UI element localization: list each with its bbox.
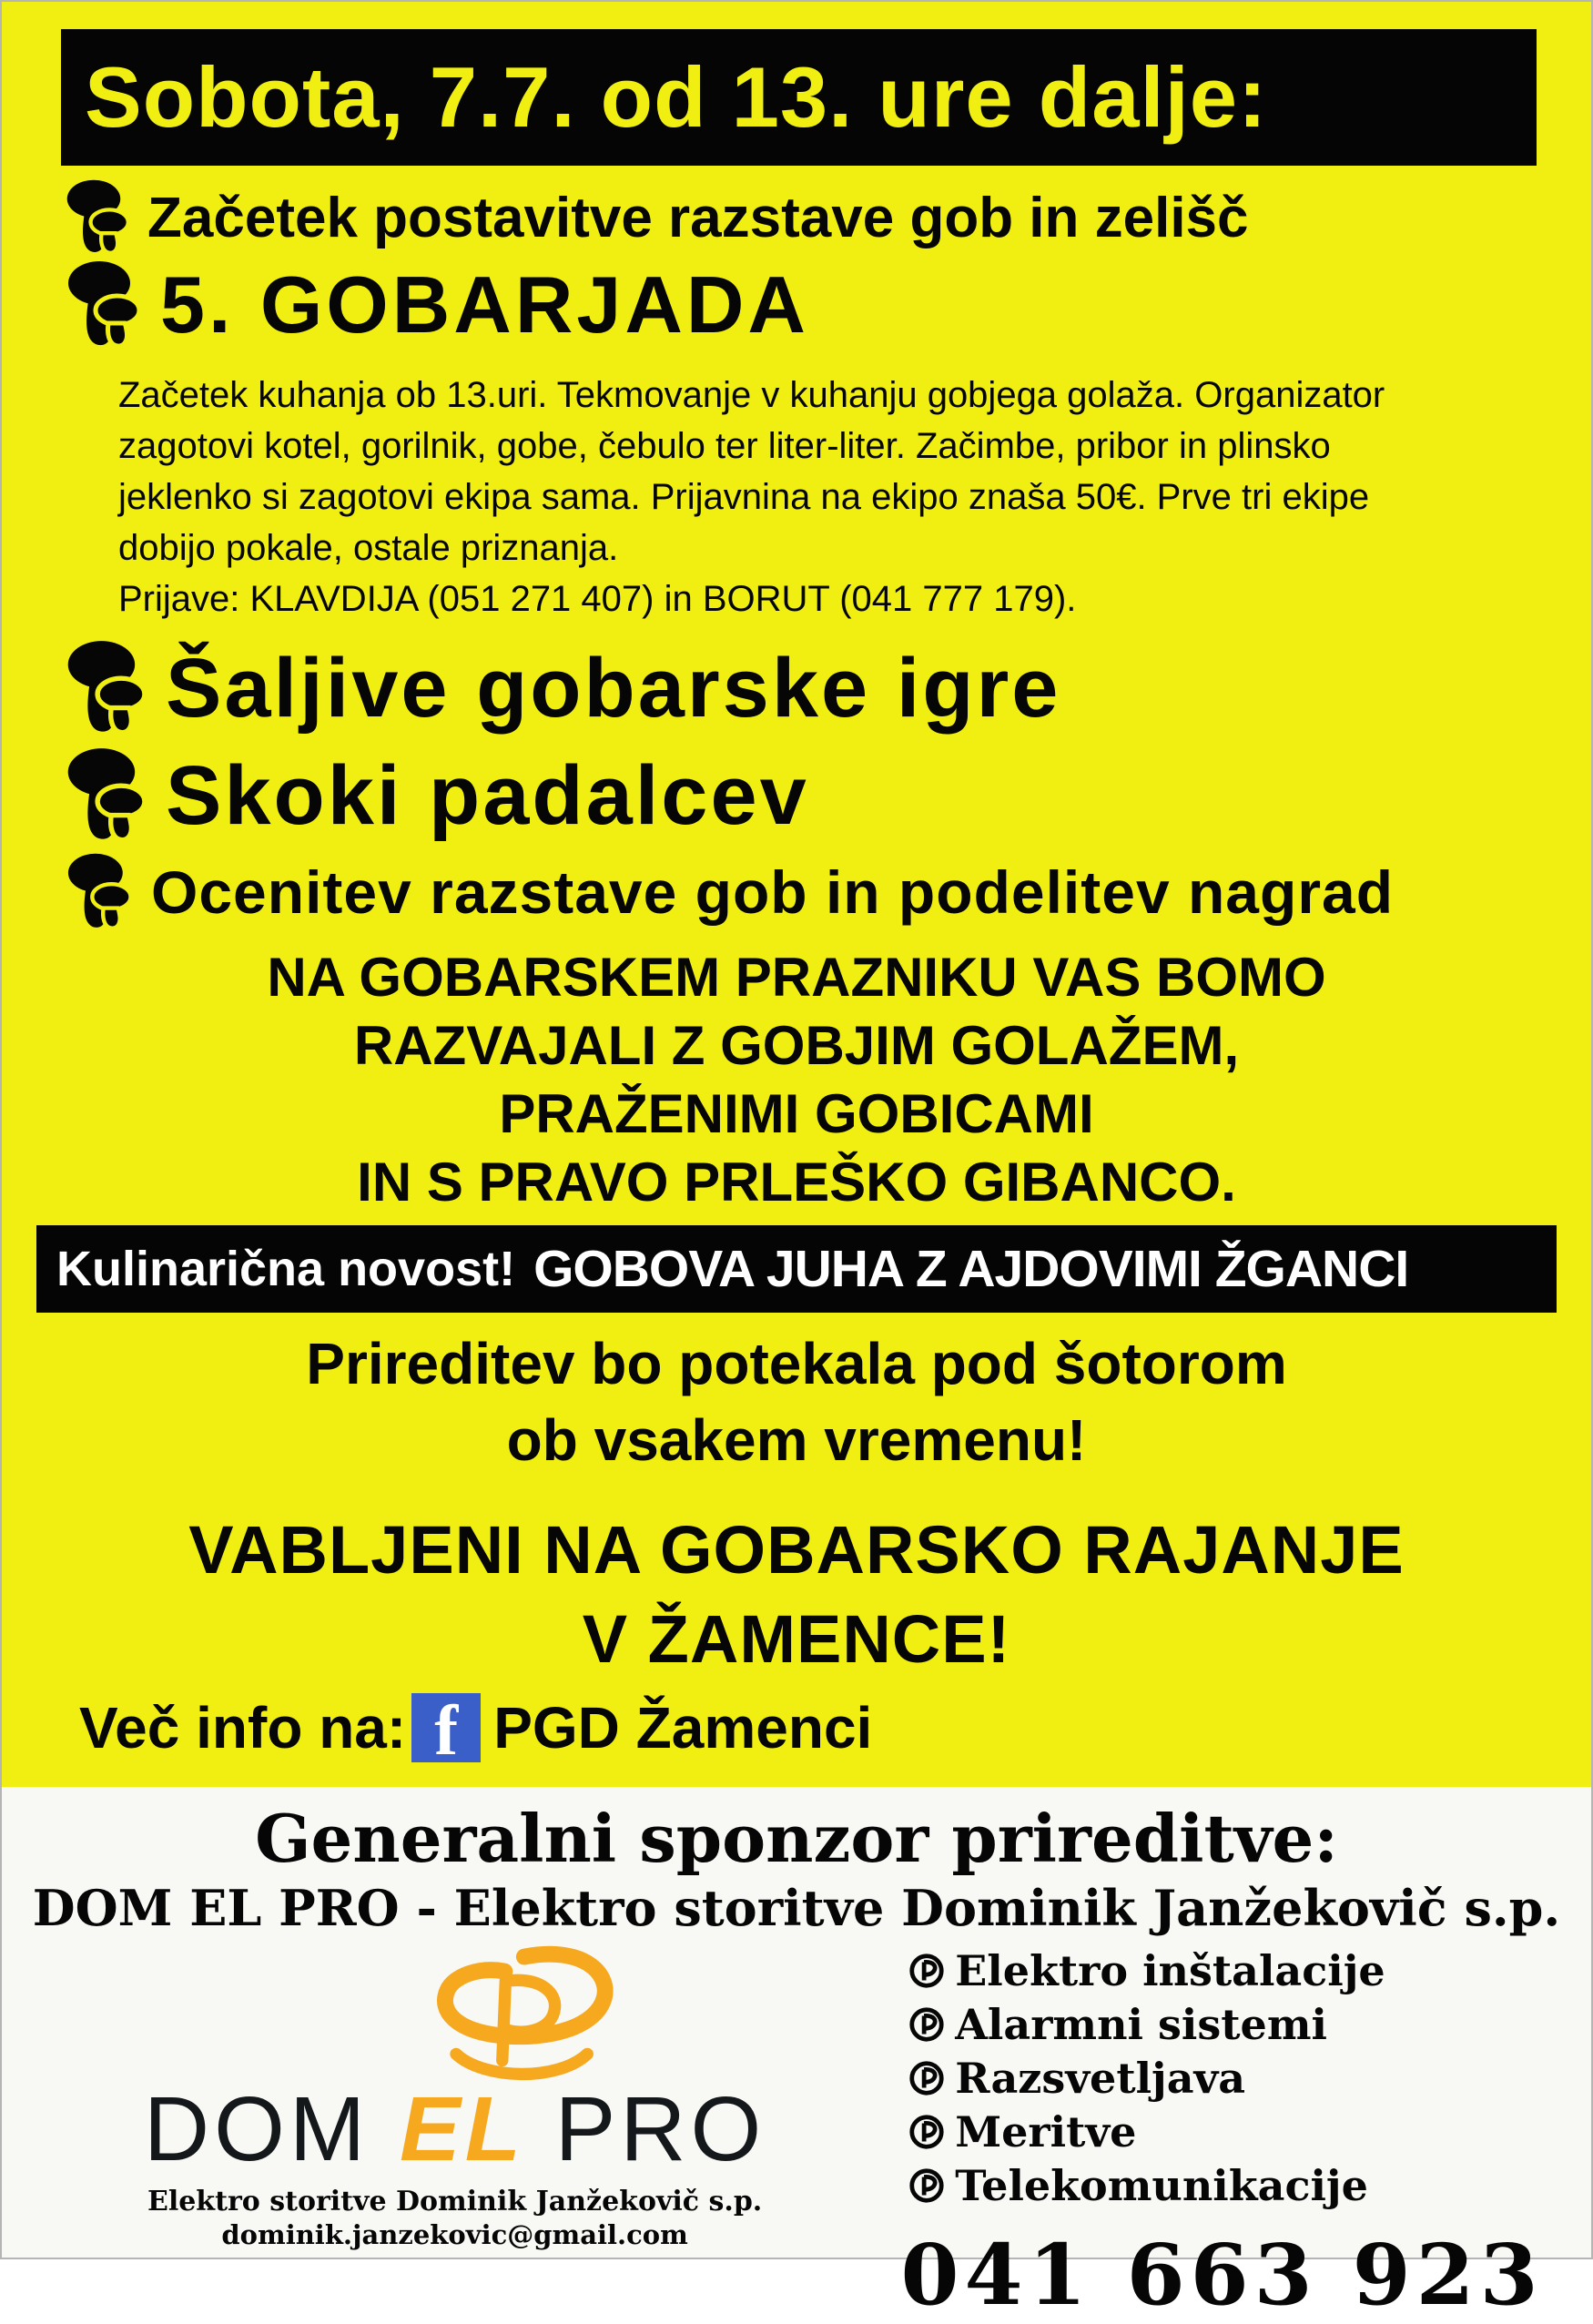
- schedule-item-games: [64, 639, 1591, 737]
- promo-text: [2, 943, 1591, 1216]
- invitation-line: VABLJENI NA GOBARSKO RAJANJE: [188, 1512, 1405, 1588]
- service-item: [908, 2000, 1591, 2049]
- facebook-icon: [411, 1690, 481, 1770]
- schedule-item-main-label: 5. GOBARJADA: [160, 259, 809, 350]
- wordmark-pro: PRO: [554, 2078, 766, 2180]
- venue-line: Prireditev bo potekala pod šotorom: [306, 1331, 1287, 1396]
- services-list: [908, 1946, 1591, 2215]
- event-section: [2, 2, 1591, 1787]
- more-info-row: [79, 1690, 1591, 1770]
- sponsor-body: [2, 1937, 1591, 2324]
- service-item: [908, 2107, 1591, 2157]
- logo-p-bullet-icon: [908, 1952, 946, 1990]
- schedule-item-awards: [64, 852, 1591, 932]
- registration-contacts: Prijave: KLAVDIJA (051 271 407) in BORUT (041 777 179).: [118, 579, 1077, 619]
- schedule-item-parachute: [64, 746, 1591, 845]
- mushroom-icon: [64, 639, 153, 737]
- schedule-item-games-label: Šaljive gobarske igre: [166, 641, 1061, 735]
- schedule-item-main: [64, 259, 1591, 351]
- domelpro-swirl-logo: [393, 1939, 623, 2101]
- promo-line: IN S PRAVO PRLEŠKO GIBANCO.: [357, 1152, 1236, 1213]
- wordmark-el: EL: [400, 2078, 525, 2180]
- sponsor-email: dominik.janzekovic@gmail.com: [221, 2219, 688, 2250]
- venue-line: ob vsakem vremenu!: [506, 1407, 1087, 1473]
- promo-line: RAZVAJALI Z GOBJIM GOLAŽEM,: [353, 1015, 1240, 1076]
- mushroom-icon: [64, 852, 138, 932]
- event-description: [118, 370, 1505, 624]
- service-item: [908, 2161, 1591, 2210]
- invitation-text: [2, 1506, 1591, 1684]
- logo-p-bullet-icon: [908, 2167, 946, 2205]
- service-label: Razsvetljava: [955, 2054, 1246, 2103]
- service-item: [908, 2054, 1591, 2103]
- sponsor-section: [2, 1787, 1591, 2324]
- venue-text: [2, 1325, 1591, 1478]
- service-label: Telekomunikacije: [955, 2161, 1368, 2210]
- date-banner-text: Sobota, 7.7. od 13. ure dalje:: [85, 49, 1268, 145]
- sponsor-logo-block: [2, 1937, 908, 2324]
- service-item: [908, 1946, 1591, 1995]
- culinary-banner-prefix: Kulinarična novost!: [56, 1242, 516, 1296]
- culinary-banner-highlight: GOBOVA JUHA Z AJDOVIMI ŽGANCI: [533, 1240, 1409, 1298]
- logo-p-bullet-icon: [908, 2059, 946, 2097]
- schedule-item-setup: [64, 178, 1591, 257]
- sponsor-company-line: Elektro storitve Dominik Janžekovič s.p.: [147, 2186, 763, 2217]
- promo-line: PRAŽENIMI GOBICAMI: [499, 1083, 1094, 1144]
- more-info-label: Več info na:: [79, 1695, 407, 1761]
- service-label: Alarmni sistemi: [955, 2000, 1327, 2049]
- description-line: zagotovi kotel, gorilnik, gobe, čebulo ter liter-liter. Začimbe, pribor in plinsko: [118, 426, 1331, 466]
- sponsor-subheading: DOM EL PRO - Elektro storitve Dominik Janžekovič s.p.: [32, 1879, 1561, 1937]
- sponsor-services-block: [900, 1937, 1591, 2324]
- wordmark-dom: DOM: [143, 2078, 370, 2180]
- logo-p-bullet-icon: [908, 2005, 946, 2044]
- logo-p-bullet-icon: [908, 2113, 946, 2151]
- description-line: Začetek kuhanja ob 13.uri. Tekmovanje v kuhanju gobjega golaža. Organizator: [118, 375, 1385, 415]
- service-label: Meritve: [955, 2107, 1137, 2157]
- culinary-banner: [36, 1225, 1557, 1313]
- schedule-item-setup-label: Začetek postavitve razstave gob in zelišč: [147, 186, 1249, 249]
- mushroom-icon: [64, 259, 147, 350]
- service-label: Elektro inštalacije: [955, 1946, 1385, 1995]
- schedule-item-parachute-label: Skoki padalcev: [166, 748, 809, 842]
- promo-line: NA GOBARSKEM PRAZNIKU VAS BOMO: [267, 947, 1326, 1008]
- description-line: dobijo pokale, ostale priznanja.: [118, 528, 619, 568]
- sponsor-phone: 041 663 923: [900, 2226, 1544, 2324]
- facebook-page-name: PGD Žamenci: [493, 1695, 873, 1761]
- date-banner: [61, 29, 1537, 166]
- facebook-icon-letter: f: [434, 1690, 459, 1770]
- description-line: jeklenko si zagotovi ekipa sama. Prijavnina na ekipo znaša 50€. Prve tri ekipe: [118, 477, 1370, 517]
- invitation-line: V ŽAMENCE!: [582, 1601, 1011, 1677]
- mushroom-icon: [64, 746, 153, 845]
- sponsor-heading: Generalni sponzor prireditve:: [255, 1800, 1338, 1877]
- mushroom-icon: [64, 178, 135, 257]
- schedule-item-awards-label: Ocenitev razstave gob in podelitev nagrad: [151, 858, 1395, 926]
